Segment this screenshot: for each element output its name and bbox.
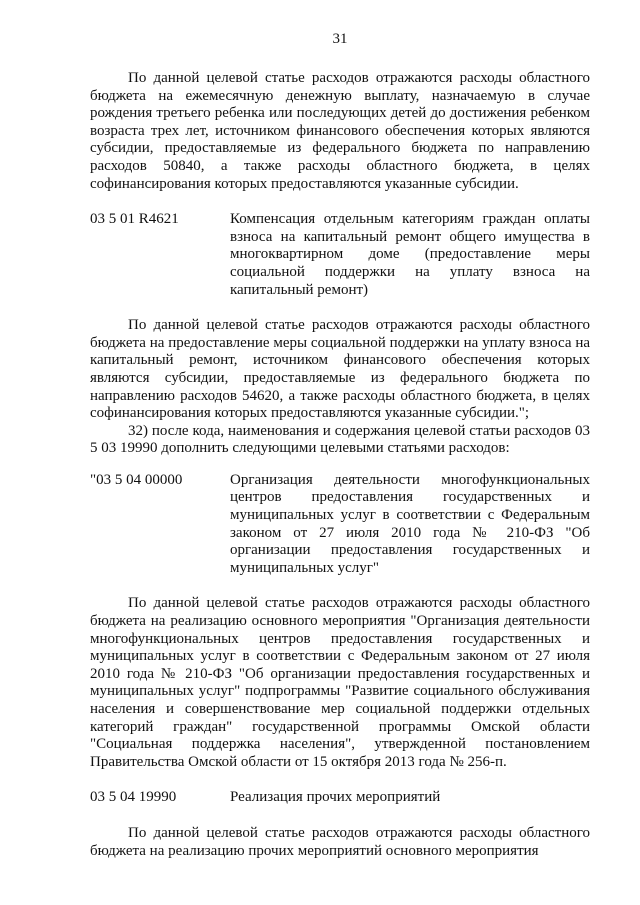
- article-code: 03 5 01 R4621: [90, 211, 179, 228]
- target-article-entry-2: [90, 472, 590, 578]
- article-code: "03 5 04 00000: [90, 471, 183, 488]
- article-description: Организация деятельности многофункциональных центров предоставления государственных и муниципальных услуг в соответствии с Федеральным законом от 27 июля 2010 года № 210-ФЗ "Об организации предоставления государственных и муниципальных услуг": [230, 471, 590, 576]
- paragraph-5: По данной целевой статье расходов отражаются расходы областного бюджета на реализацию прочих мероприятий основного мероприятия: [90, 824, 590, 859]
- article-code: 03 5 04 19990: [90, 789, 177, 806]
- target-article-entry-3: [90, 789, 590, 807]
- paragraph-1: По данной целевой статье расходов отражаются расходы областного бюджета на ежемесячную денежную выплату, назначаемую в случае рождения третьего ребенка или последующих детей до достижения ребенком возраста трех лет, источником финансового обеспечения которых являются субсидии, предоставляемые из федерального бюджета по направлению расходов 50840, а также расходы областного бюджета, в целях софинансирования которых предоставляются указанные субсидии.: [90, 70, 590, 192]
- paragraph-3: 32) после кода, наименования и содержания целевой статьи расходов 03 5 03 19990 дополнить следующими целевыми статьями расходов:: [90, 422, 590, 457]
- page-number: 31: [332, 31, 348, 47]
- target-article-entry-1: [90, 211, 590, 299]
- paragraph-4: По данной целевой статье расходов отражаются расходы областного бюджета на реализацию основного мероприятия "Организация деятельности многофункциональных центров предоставления государственных и муниципальных услуг в соответствии с Федеральным законом от 27 июля 2010 года № 210-ФЗ "Об организации предоставления государственных и муниципальных услуг" подпрограммы "Развитие социального обслуживания населения и совершенствование мер социальной поддержки отдельных категорий граждан" государственной программы Омской области "Социальная поддержка населения", утвержденной постановлением Правительства Омской области от 15 октября 2013 года № 256-п.: [90, 595, 590, 770]
- article-description: Компенсация отдельным категориям граждан оплаты взноса на капитальный ремонт общего имущества в многоквартирном доме (предоставление меры социальной поддержки на уплату взноса на капитальный ремонт): [230, 211, 590, 298]
- article-description: Реализация прочих мероприятий: [230, 789, 441, 806]
- paragraph-2: По данной целевой статье расходов отражаются расходы областного бюджета на предоставление меры социальной поддержки на уплату взноса на капитальный ремонт, источником финансового обеспечения которых являются субсидии, предоставляемые из федерального бюджета по направлению расходов 54620, а также расходы областного бюджета, в целях софинансирования которых предоставляются указанные субсидии.";: [90, 317, 590, 422]
